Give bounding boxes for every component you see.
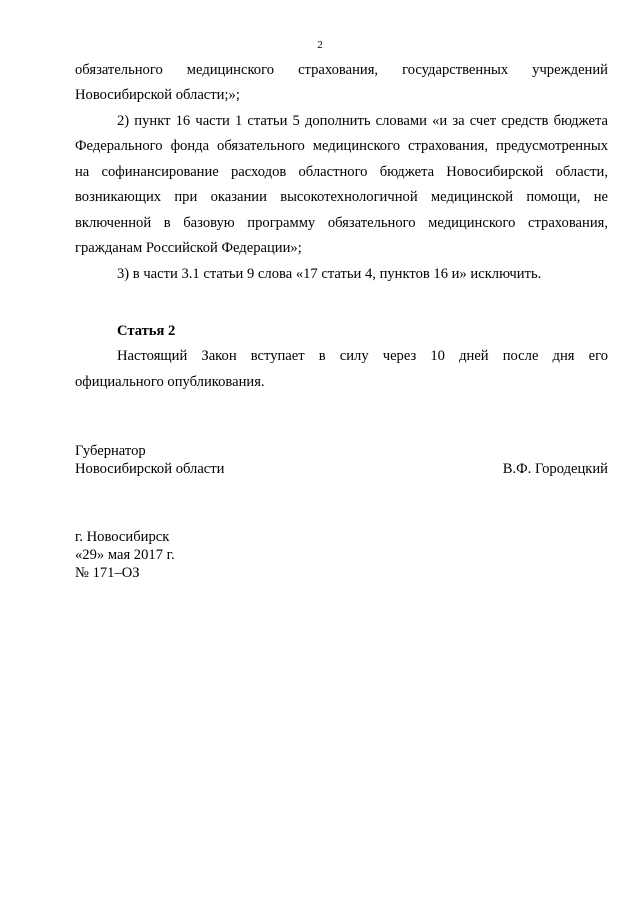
document-body [75,59,608,399]
article-text-line: официального опубликования. [75,374,265,390]
list-item-3-line: 3) в части 3.1 статьи 9 слова «17 статьи 4, пунктов 16 и» исключить. [117,266,542,282]
text-line: Федерального фонда обязательного медицинского страхования, предусмотренных [75,138,608,154]
text-line: Новосибирской области;»; [75,87,240,103]
article-heading: Статья 2 [117,323,176,339]
footer-city: г. Новосибирск [75,529,170,545]
signature-title-row [75,441,608,461]
text-line: гражданам Российской Федерации»; [75,240,302,256]
signature-title: Губернатор [75,443,146,459]
text-line: включенной в базовую программу обязательного медицинского страхования, [75,215,608,231]
text-line: обязательного медицинского страхования, государственных учреждений [75,62,608,78]
signatory-name: В.Ф. Городецкий [502,461,608,477]
signature-region-row [75,459,608,479]
text-line: возникающих при оказании высокотехнологичной медицинской помощи, не [75,189,608,205]
article-text-line: Настоящий Закон вступает в силу через 10 дней после дня его [117,348,608,364]
list-item-2-line: 2) пункт 16 части 1 статьи 5 дополнить словами «и за счет средств бюджета [117,113,608,129]
signature-region: Новосибирской области [75,461,225,477]
footer-law-number: № 171–ОЗ [75,565,140,581]
text-line: на софинансирование расходов областного бюджета Новосибирской области, [75,164,608,180]
footer-date: «29» мая 2017 г. [75,547,175,563]
page-number: 2 [317,39,323,51]
